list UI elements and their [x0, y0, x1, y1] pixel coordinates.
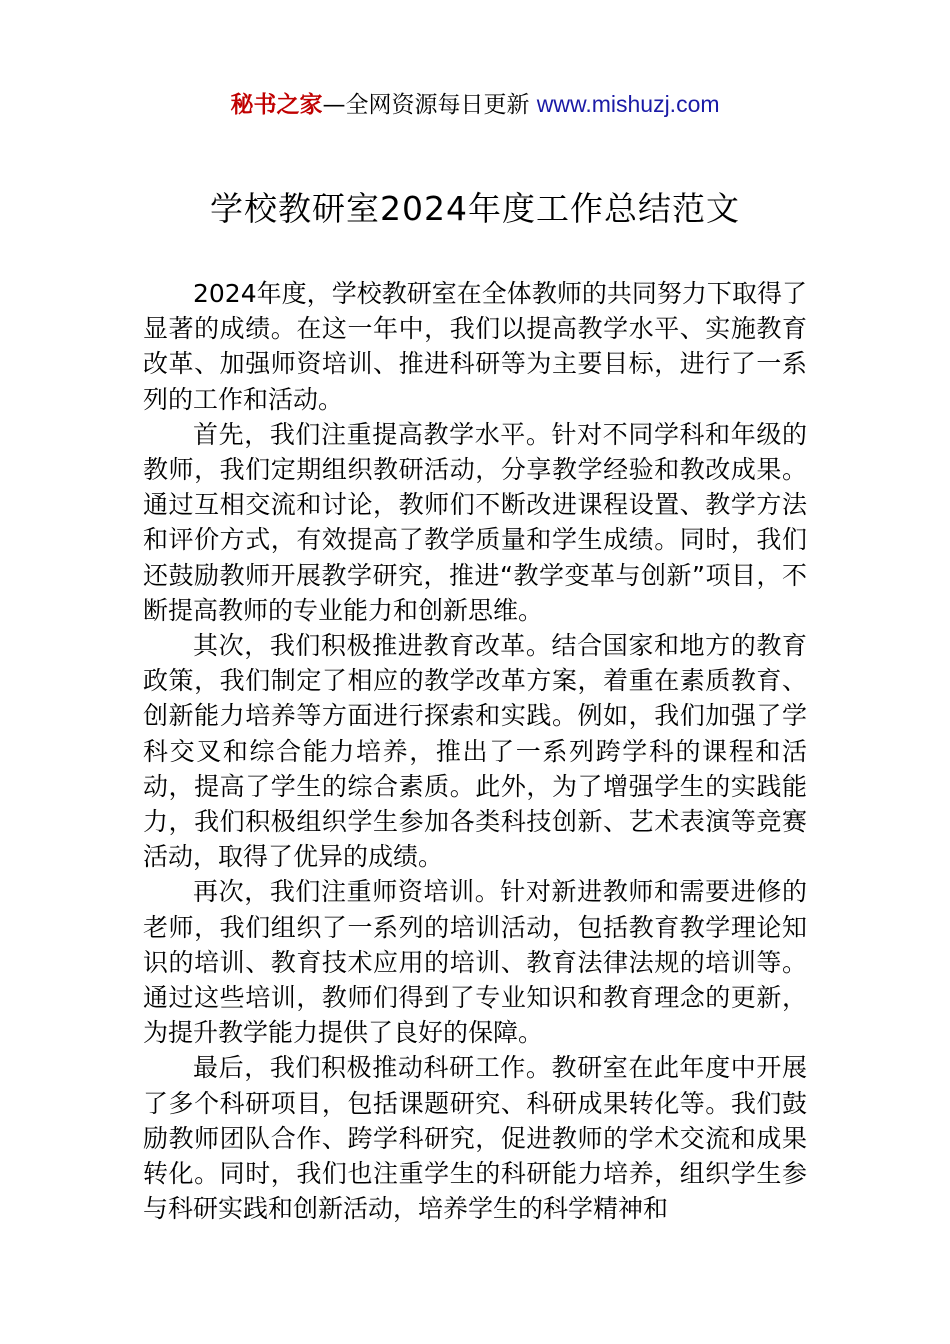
- document-title: 学校教研室2024年度工作总结范文: [210, 189, 740, 228]
- site-tagline: —全网资源每日更新: [322, 92, 537, 118]
- document-body: [143, 276, 807, 1226]
- paragraph: 首先，我们注重提高教学水平。针对不同学科和年级的教师，我们定期组织教研活动，分享教学经验和教改成果。通过互相交流和讨论，教师们不断改进课程设置、教学方法和评价方式，有效提高了教学质量和学生成绩。同时，我们还鼓励教师开展教学研究，推进“教学变革与创新”项目，不断提高教师的专业能力和创新思维。: [143, 419, 807, 625]
- paragraph: 其次，我们积极推进教育改革。结合国家和地方的教育政策，我们制定了相应的教学改革方案，着重在素质教育、创新能力培养等方面进行探索和实践。例如，我们加强了学科交叉和综合能力培养，推出了一系列跨学科的课程和活动，提高了学生的综合素质。此外，为了增强学生的实践能力，我们积极组织学生参加各类科技创新、艺术表演等竞赛活动，取得了优异的成绩。: [143, 631, 807, 872]
- paragraph: 最后，我们积极推动科研工作。教研室在此年度中开展了多个科研项目，包括课题研究、科研成果转化等。我们鼓励教师团队合作、跨学科研究，促进教师的学术交流和成果转化。同时，我们也注重学生的科研能力培养，组织学生参与科研实践和创新活动，培养学生的科学精神和: [143, 1053, 807, 1224]
- paragraph: 2024年度，学校教研室在全体教师的共同努力下取得了显著的成绩。在这一年中，我们以提高教学水平、实施教育改革、加强师资培训、推进科研等为主要目标，进行了一系列的工作和活动。: [143, 279, 807, 414]
- paragraph: 再次，我们注重师资培训。针对新进教师和需要进修的老师，我们组织了一系列的培训活动，包括教育教学理论知识的培训、教育技术应用的培训、教育法律法规的培训等。通过这些培训，教师们得到了专业知识和教育理念的更新，为提升教学能力提供了良好的保障。: [143, 877, 807, 1048]
- site-brand: 秘书之家: [230, 92, 323, 118]
- site-url-link[interactable]: www.mishuzj.com: [536, 91, 720, 117]
- site-header: [0, 88, 950, 121]
